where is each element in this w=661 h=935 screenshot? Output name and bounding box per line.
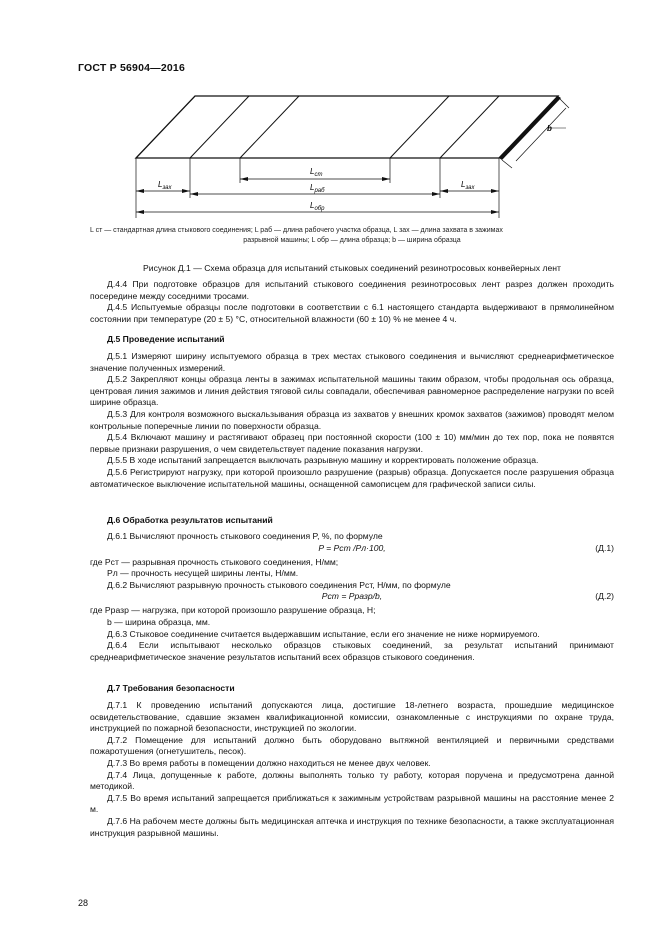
label-l-rab: $L_{раб}$ — [310, 183, 325, 194]
section6-body — [90, 531, 614, 663]
figure-legend-line1: L ст — стандартная длина стыкового соединения; L раб — длина рабочего участка образца, L зах — длина захвата в зажимах — [90, 227, 503, 234]
document-header: ГОСТ Р 56904—2016 — [78, 62, 186, 74]
paragraph-d55: Д.5.5 В ходе испытаний запрещается выключать разрывную машину и корректировать положение образца. — [107, 455, 539, 466]
label-l-zax-right: $L_{зах}$ — [461, 180, 475, 191]
section5-body — [90, 351, 614, 490]
where-b: b — ширина образца, мм. — [107, 616, 211, 627]
paragraph-d61: Д.6.1 Вычисляют прочность стыкового соединения P, %, по формуле — [107, 531, 383, 541]
figure-caption: Рисунок Д.1 — Схема образца для испытаний стыковых соединений резинотросовых конвейерных лент — [143, 263, 561, 273]
equation-d2 — [90, 591, 614, 605]
figure-legend-line2: разрывной машины; L обр — длина образца; b — ширина образца — [243, 237, 461, 244]
section7-body — [90, 700, 614, 839]
paragraph-d52: Д.5.2 Закрепляют концы образца ленты в зажимах испытательной машины таким образом, чтобы продольная ось образца, центровая линия зажимов и линия действия тяговой силы совпадали, обеспечивая равномерное распределение нагрузки по всей ширине образца. — [90, 374, 614, 408]
paragraph-d76: Д.7.6 На рабочем месте должны быть медицинская аптечка и инструкция по технике безопасности, а также эксплуатационная инструкция разрывной машины. — [90, 815, 614, 838]
paragraph-d56: Д.5.6 Регистрируют нагрузку, при которой произошло разрушение (разрыв) образца. Допускается после разрушения образца автоматическое выключение испытательной машины, оснащенной самописцем для графической записи силы. — [90, 466, 614, 489]
label-b: b — [547, 124, 552, 133]
paragraph-d51: Д.5.1 Измеряют ширину испытуемого образца в трех местах стыкового соединения и вычисляют среднеарифметическое значение полученных измерений. — [90, 351, 614, 373]
paragraph-d44: Д.4.4 При подготовке образцов для испытаний стыкового соединения резинотросовых лент разрез должен проходить посередине между соседними тросами. — [90, 279, 614, 301]
sample-diagram — [78, 88, 578, 223]
section7-title: Д.7 Требования безопасности — [107, 683, 235, 693]
label-l-ct: $L_{ст}$ — [310, 167, 323, 178]
where-prazr: где Pразр — нагрузка, при которой произошло разрушение образца, Н; — [90, 605, 376, 616]
where-pct: где Pст — разрывная прочность стыкового соединения, Н/мм; — [90, 556, 339, 567]
equation-d1-number: (Д.1) — [595, 542, 614, 553]
paragraph-d72: Д.7.2 Помещение для испытаний должно быть оборудовано вытяжной вентиляцией и первичными средствами пожаротушения (огнетушитель, песок). — [90, 734, 614, 757]
equation-d2-formula: Pст = Pразр/b, — [321, 591, 383, 602]
figure-legend — [90, 226, 614, 246]
paragraph-d54: Д.5.4 Включают машину и растягивают образец при постоянной скорости (100 ± 10) мм/мин до тех пор, пока не появятся первые признаки разрушения, о чем свидетельствует падение показания нагрузки. — [90, 432, 614, 454]
where-pl: Pл — прочность несущей ширины ленты, Н/мм. — [107, 568, 299, 579]
equation-d1 — [90, 543, 614, 557]
label-l-zax-left: $L_{зах}$ — [158, 180, 172, 191]
paragraph-d53: Д.5.3 Для контроля возможного выскальзывания образца из захватов у внешних кромок захватов (зажимов) проводят мелом контрольные поперечные линии по поверхности образца. — [90, 408, 614, 431]
equation-d1-formula: P = Pст /Pл·100, — [318, 542, 386, 553]
paragraph-d74: Д.7.4 Лица, допущенные к работе, должны выполнять только ту работу, которая поручена и предусмотрена данной методикой. — [90, 769, 614, 792]
paragraph-d73: Д.7.3 Во время работы в помещении должно находиться не менее двух человек. — [107, 757, 431, 768]
label-l-obr: $L_{обр}$ — [310, 201, 325, 212]
paragraph-d75: Д.7.5 Во время испытаний запрещается приближаться к зажимным устройствам разрывной машины на расстояние менее 2 м. — [90, 792, 614, 815]
section6-title: Д.6 Обработка результатов испытаний — [107, 515, 273, 525]
paragraphs-top — [90, 279, 614, 325]
paragraph-d62: Д.6.2 Вычисляют разрывную прочность стыкового соединения Pст, Н/мм, по формуле — [107, 579, 451, 590]
paragraph-d64: Д.6.4 Если испытывают несколько образцов стыковых соединений, за результат испытаний принимают среднеарифметическое значение результатов испытаний всех образцов стыкового соединения. — [90, 640, 614, 662]
equation-d2-number: (Д.2) — [595, 591, 614, 602]
page-number: 28 — [78, 898, 89, 908]
paragraph-d45: Д.4.5 Испытуемые образцы после подготовки в соответствии с 6.1 настоящего стандарта выдерживают в прямолинейном состоянии при температуре (20 ± 5) °С, относительной влажности (60 ± 10) % не менее 4 ч. — [90, 302, 614, 324]
paragraph-d71: Д.7.1 К проведению испытаний допускаются лица, достигшие 18-летнего возраста, прошедшие медицинское освидетельствование, сдавшие экзамен квалификационной комиссии, ознакомленные с инструкциями по охране труда, инструкцией по пожарной безопасности, инструкцией по экологии. — [90, 700, 614, 734]
paragraph-d63: Д.6.3 Стыковое соединение считается выдержавшим испытание, если его значение не ниже нормируемого. — [107, 628, 540, 639]
section5-title: Д.5 Проведение испытаний — [107, 334, 225, 344]
